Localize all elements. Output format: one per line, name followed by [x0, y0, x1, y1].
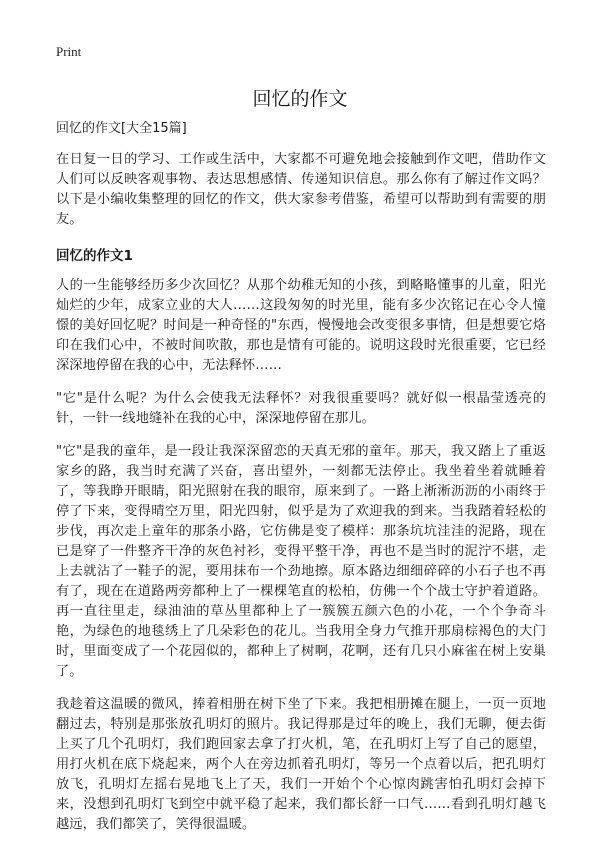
article-body [56, 120, 546, 848]
print-link[interactable]: Print [56, 44, 82, 59]
intro-paragraph: 在日复一日的学习、工作或生活中，大家都不可避免地会接触到作文吧，借助作文人们可以反映客观事物、表达思想感情、传递知识信息。那么你有了解过作文吗？以下是小编收集整理的回忆的作文，供大家参考借鉴，希望可以帮助到有需要的朋友。 [56, 152, 546, 227]
paragraph-4: 我趁着这温暖的微风，捧着相册在树下坐了下来。我把相册摊在腿上，一页一页地翻过去，特别是那张放孔明灯的照片。我记得那是过年的晚上，我们无聊，便去街上买了几个孔明灯，我们跑回家去拿了打火机，笔，在孔明灯上写了自己的愿望，用打火机在底下烧起来，两个人在旁边抓着孔明灯，等另一个点着以后，把孔明灯放飞，孔明灯左摇右晃地飞上了天，我们一开始个个心惊肉跳害怕孔明灯会掉下来，没想到孔明灯飞到空中就平稳了起来，我们都长舒一口气……看到孔明灯越飞越远，我们都笑了，笑得很温暖。 [56, 697, 546, 832]
paragraph-1: 人的一生能够经历多少次回忆？从那个幼稚无知的小孩，到略略懂事的儿童，阳光灿烂的少年，成家立业的大人……这段匆匆的时光里，能有多少次铭记在心令人憧憬的美好回忆呢？时间是一种奇怪的"东西，慢慢地会改变很多事情，但是想要它烙印在我们心中，不被时间吹散，那也是情有可能的。说明这段时光很重要，它已经深深地停留在我的心中，无法释怀…… [56, 278, 546, 373]
paragraph-3: "它"是我的童年，是一段让我深深留恋的天真无邪的童年。那天，我又踏上了重返家乡的路，我当时充满了兴奋，喜出望外，一刻都无法停止。我坐着坐着就睡着了，等我睁开眼睛，阳光照射在我的眼帘，原来到了。一路上淅淅沥沥的小雨终于停了下来，变得晴空万里，阳光四射，似乎是为了欢迎我的到来。当我踏着轻松的步伐，再次走上童年的那条小路，它仿佛是变了模样：那条坑坑洼洼的泥路，现在已是穿了一件整齐干净的灰色衬衫，变得平整干净，再也不是当时的泥泞不堪，走上去就沾了一鞋子的泥，要用抹布一个劲地擦。原本路边细细碎碎的小石子也不再有了，现在在道路两旁都种上了一棵棵笔直的松柏，仿佛一个个战士守护着道路。再一直往里走，绿油油的草丛里都种上了一簇簇五颜六色的小花，一个个争奇斗艳，为绿色的地毯绣上了几朵彩色的花儿。当我用全身力气推开那扇棕褐色的大门时，里面变成了一个花园似的，都种上了树啊，花啊，还有几只小麻雀在树上安巢了。 [56, 444, 546, 679]
article-subtitle: 回忆的作文[大全15篇] [56, 121, 187, 136]
section-heading: 回忆的作文1 [56, 248, 133, 264]
page-title: 回忆的作文 [252, 88, 348, 110]
paragraph-2: "它"是什么呢？为什么会使我无法释怀？对我很重要吗？就好似一根晶莹透亮的针，一针一线地缝补在我的心中，深深地停留在那儿。 [56, 391, 546, 426]
